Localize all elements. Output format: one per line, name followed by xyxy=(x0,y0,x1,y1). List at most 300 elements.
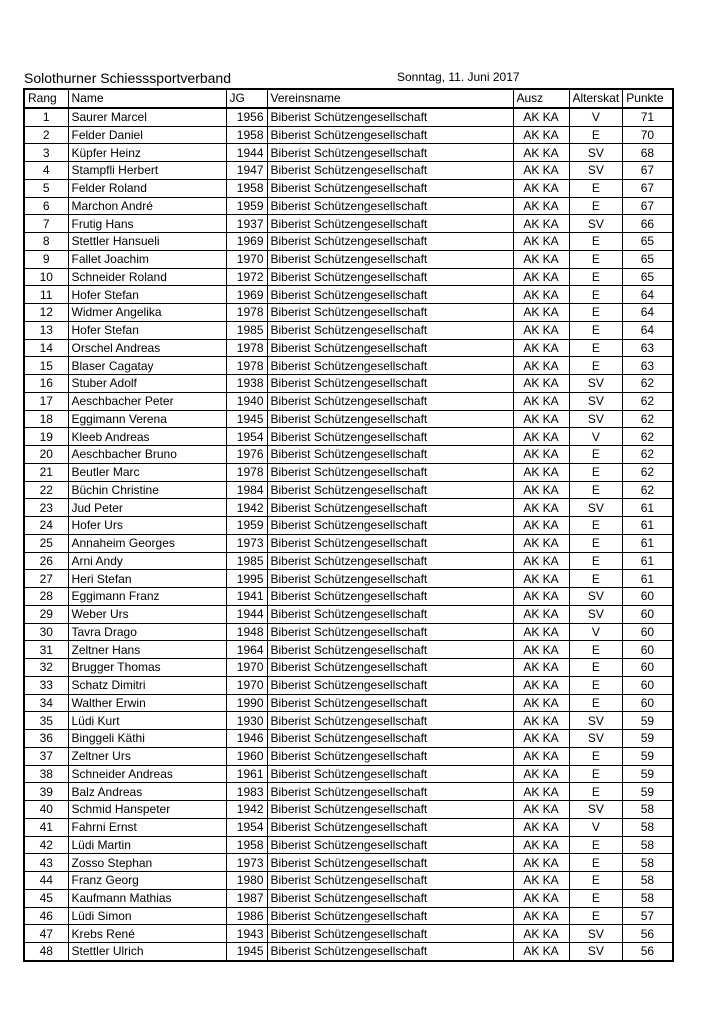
cell-vereinsname: Biberist Schützengesellschaft xyxy=(267,889,513,907)
cell-vereinsname: Biberist Schützengesellschaft xyxy=(267,179,513,197)
table-row xyxy=(24,410,673,428)
cell-name: Fahrni Ernst xyxy=(68,818,226,836)
cell-ausz: AK KA xyxy=(513,818,569,836)
cell-ausz: AK KA xyxy=(513,889,569,907)
cell-rang: 16 xyxy=(24,375,68,393)
table-row xyxy=(24,499,673,517)
cell-alterskat: E xyxy=(569,783,623,801)
table-row xyxy=(24,943,673,961)
cell-vereinsname: Biberist Schützengesellschaft xyxy=(267,286,513,304)
cell-ausz: AK KA xyxy=(513,641,569,659)
cell-name: Kleeb Andreas xyxy=(68,428,226,446)
cell-rang: 3 xyxy=(24,144,68,162)
cell-jg: 1947 xyxy=(226,162,267,180)
cell-punkte: 62 xyxy=(623,463,673,481)
table-row xyxy=(24,765,673,783)
cell-jg: 1954 xyxy=(226,818,267,836)
cell-rang: 28 xyxy=(24,588,68,606)
cell-vereinsname: Biberist Schützengesellschaft xyxy=(267,428,513,446)
cell-jg: 1978 xyxy=(226,463,267,481)
cell-punkte: 56 xyxy=(623,925,673,943)
cell-rang: 18 xyxy=(24,410,68,428)
cell-ausz: AK KA xyxy=(513,304,569,322)
cell-name: Eggimann Franz xyxy=(68,588,226,606)
cell-ausz: AK KA xyxy=(513,783,569,801)
cell-ausz: AK KA xyxy=(513,605,569,623)
cell-rang: 19 xyxy=(24,428,68,446)
cell-rang: 32 xyxy=(24,659,68,677)
cell-rang: 45 xyxy=(24,889,68,907)
cell-punkte: 60 xyxy=(623,694,673,712)
cell-name: Felder Daniel xyxy=(68,126,226,144)
cell-ausz: AK KA xyxy=(513,321,569,339)
table-row xyxy=(24,392,673,410)
table-row xyxy=(24,375,673,393)
cell-vereinsname: Biberist Schützengesellschaft xyxy=(267,552,513,570)
cell-ausz: AK KA xyxy=(513,836,569,854)
cell-vereinsname: Biberist Schützengesellschaft xyxy=(267,694,513,712)
cell-ausz: AK KA xyxy=(513,712,569,730)
cell-jg: 1945 xyxy=(226,943,267,961)
cell-vereinsname: Biberist Schützengesellschaft xyxy=(267,925,513,943)
cell-ausz: AK KA xyxy=(513,268,569,286)
cell-alterskat: E xyxy=(569,250,623,268)
cell-punkte: 60 xyxy=(623,659,673,677)
cell-alterskat: E xyxy=(569,747,623,765)
cell-jg: 1964 xyxy=(226,641,267,659)
cell-punkte: 67 xyxy=(623,197,673,215)
cell-name: Kaufmann Mathias xyxy=(68,889,226,907)
table-row xyxy=(24,659,673,677)
table-row xyxy=(24,304,673,322)
table-row xyxy=(24,162,673,180)
cell-rang: 15 xyxy=(24,357,68,375)
cell-rang: 35 xyxy=(24,712,68,730)
cell-punkte: 60 xyxy=(623,676,673,694)
cell-ausz: AK KA xyxy=(513,108,569,126)
cell-rang: 4 xyxy=(24,162,68,180)
cell-alterskat: E xyxy=(569,659,623,677)
cell-punkte: 58 xyxy=(623,854,673,872)
cell-jg: 1941 xyxy=(226,588,267,606)
cell-alterskat: E xyxy=(569,517,623,535)
cell-rang: 8 xyxy=(24,233,68,251)
table-header-row xyxy=(24,89,673,108)
cell-name: Küpfer Heinz xyxy=(68,144,226,162)
cell-punkte: 71 xyxy=(623,108,673,126)
cell-jg: 1984 xyxy=(226,481,267,499)
cell-name: Zeltner Urs xyxy=(68,747,226,765)
cell-ausz: AK KA xyxy=(513,659,569,677)
cell-jg: 1960 xyxy=(226,747,267,765)
cell-jg: 1942 xyxy=(226,801,267,819)
cell-jg: 1948 xyxy=(226,623,267,641)
cell-ausz: AK KA xyxy=(513,570,569,588)
cell-rang: 12 xyxy=(24,304,68,322)
cell-vereinsname: Biberist Schützengesellschaft xyxy=(267,268,513,286)
cell-alterskat: E xyxy=(569,357,623,375)
cell-punkte: 67 xyxy=(623,162,673,180)
cell-rang: 1 xyxy=(24,108,68,126)
cell-vereinsname: Biberist Schützengesellschaft xyxy=(267,570,513,588)
cell-ausz: AK KA xyxy=(513,339,569,357)
cell-vereinsname: Biberist Schützengesellschaft xyxy=(267,730,513,748)
col-header-vereinsname: Vereinsname xyxy=(267,89,513,108)
cell-rang: 11 xyxy=(24,286,68,304)
cell-alterskat: V xyxy=(569,108,623,126)
cell-jg: 1978 xyxy=(226,304,267,322)
cell-ausz: AK KA xyxy=(513,588,569,606)
cell-name: Orschel Andreas xyxy=(68,339,226,357)
table-row xyxy=(24,836,673,854)
cell-punkte: 66 xyxy=(623,215,673,233)
cell-alterskat: E xyxy=(569,765,623,783)
cell-rang: 40 xyxy=(24,801,68,819)
cell-vereinsname: Biberist Schützengesellschaft xyxy=(267,463,513,481)
table-row xyxy=(24,623,673,641)
cell-alterskat: E xyxy=(569,854,623,872)
cell-ausz: AK KA xyxy=(513,676,569,694)
cell-punkte: 58 xyxy=(623,836,673,854)
cell-alterskat: SV xyxy=(569,801,623,819)
cell-name: Binggeli Käthi xyxy=(68,730,226,748)
table-row xyxy=(24,197,673,215)
table-row xyxy=(24,605,673,623)
cell-name: Beutler Marc xyxy=(68,463,226,481)
cell-vereinsname: Biberist Schützengesellschaft xyxy=(267,304,513,322)
cell-alterskat: E xyxy=(569,339,623,357)
cell-punkte: 63 xyxy=(623,339,673,357)
cell-vereinsname: Biberist Schützengesellschaft xyxy=(267,747,513,765)
table-row xyxy=(24,268,673,286)
cell-punkte: 62 xyxy=(623,446,673,464)
cell-punkte: 60 xyxy=(623,641,673,659)
cell-vereinsname: Biberist Schützengesellschaft xyxy=(267,623,513,641)
cell-rang: 33 xyxy=(24,676,68,694)
cell-name: Tavra Drago xyxy=(68,623,226,641)
cell-alterskat: E xyxy=(569,534,623,552)
cell-ausz: AK KA xyxy=(513,410,569,428)
cell-rang: 20 xyxy=(24,446,68,464)
cell-name: Annaheim Georges xyxy=(68,534,226,552)
cell-ausz: AK KA xyxy=(513,162,569,180)
cell-ausz: AK KA xyxy=(513,499,569,517)
cell-jg: 1958 xyxy=(226,179,267,197)
cell-jg: 1969 xyxy=(226,286,267,304)
cell-punkte: 59 xyxy=(623,747,673,765)
table-row xyxy=(24,250,673,268)
cell-punkte: 60 xyxy=(623,605,673,623)
cell-jg: 1985 xyxy=(226,552,267,570)
cell-ausz: AK KA xyxy=(513,854,569,872)
cell-punkte: 58 xyxy=(623,818,673,836)
cell-jg: 1973 xyxy=(226,854,267,872)
cell-rang: 30 xyxy=(24,623,68,641)
cell-jg: 1973 xyxy=(226,534,267,552)
table-row xyxy=(24,517,673,535)
cell-ausz: AK KA xyxy=(513,392,569,410)
cell-jg: 1945 xyxy=(226,410,267,428)
cell-alterskat: V xyxy=(569,428,623,446)
cell-rang: 24 xyxy=(24,517,68,535)
cell-ausz: AK KA xyxy=(513,943,569,961)
cell-punkte: 65 xyxy=(623,250,673,268)
cell-jg: 1956 xyxy=(226,108,267,126)
results-table xyxy=(23,88,674,962)
cell-jg: 1946 xyxy=(226,730,267,748)
cell-alterskat: E xyxy=(569,872,623,890)
cell-punkte: 58 xyxy=(623,889,673,907)
cell-rang: 27 xyxy=(24,570,68,588)
cell-name: Stettler Ulrich xyxy=(68,943,226,961)
cell-vereinsname: Biberist Schützengesellschaft xyxy=(267,712,513,730)
cell-rang: 43 xyxy=(24,854,68,872)
cell-punkte: 58 xyxy=(623,872,673,890)
cell-rang: 5 xyxy=(24,179,68,197)
cell-name: Hofer Stefan xyxy=(68,286,226,304)
cell-vereinsname: Biberist Schützengesellschaft xyxy=(267,836,513,854)
table-row xyxy=(24,818,673,836)
cell-rang: 7 xyxy=(24,215,68,233)
cell-jg: 1990 xyxy=(226,694,267,712)
cell-name: Lüdi Martin xyxy=(68,836,226,854)
cell-punkte: 64 xyxy=(623,286,673,304)
cell-vereinsname: Biberist Schützengesellschaft xyxy=(267,783,513,801)
cell-jg: 1961 xyxy=(226,765,267,783)
cell-ausz: AK KA xyxy=(513,801,569,819)
table-row xyxy=(24,730,673,748)
cell-alterskat: E xyxy=(569,552,623,570)
cell-alterskat: E xyxy=(569,889,623,907)
cell-rang: 9 xyxy=(24,250,68,268)
cell-rang: 37 xyxy=(24,747,68,765)
cell-alterskat: SV xyxy=(569,730,623,748)
table-row xyxy=(24,783,673,801)
cell-ausz: AK KA xyxy=(513,215,569,233)
cell-rang: 26 xyxy=(24,552,68,570)
cell-rang: 34 xyxy=(24,694,68,712)
cell-rang: 25 xyxy=(24,534,68,552)
cell-jg: 1940 xyxy=(226,392,267,410)
cell-alterskat: SV xyxy=(569,410,623,428)
cell-rang: 47 xyxy=(24,925,68,943)
cell-alterskat: E xyxy=(569,641,623,659)
cell-ausz: AK KA xyxy=(513,250,569,268)
cell-alterskat: SV xyxy=(569,712,623,730)
cell-alterskat: SV xyxy=(569,392,623,410)
cell-jg: 1970 xyxy=(226,659,267,677)
cell-name: Brugger Thomas xyxy=(68,659,226,677)
cell-ausz: AK KA xyxy=(513,534,569,552)
cell-alterskat: V xyxy=(569,623,623,641)
cell-alterskat: SV xyxy=(569,144,623,162)
cell-jg: 1985 xyxy=(226,321,267,339)
table-row xyxy=(24,925,673,943)
cell-punkte: 59 xyxy=(623,712,673,730)
cell-punkte: 61 xyxy=(623,570,673,588)
cell-jg: 1944 xyxy=(226,605,267,623)
cell-alterskat: E xyxy=(569,570,623,588)
cell-ausz: AK KA xyxy=(513,765,569,783)
cell-punkte: 58 xyxy=(623,801,673,819)
table-row xyxy=(24,339,673,357)
cell-punkte: 59 xyxy=(623,765,673,783)
table-row xyxy=(24,801,673,819)
table-row xyxy=(24,552,673,570)
cell-alterskat: E xyxy=(569,481,623,499)
table-row xyxy=(24,286,673,304)
cell-alterskat: SV xyxy=(569,162,623,180)
event-date: Sonntag, 11. Juni 2017 xyxy=(397,70,520,84)
cell-rang: 36 xyxy=(24,730,68,748)
cell-ausz: AK KA xyxy=(513,375,569,393)
cell-alterskat: E xyxy=(569,463,623,481)
cell-jg: 1986 xyxy=(226,907,267,925)
cell-alterskat: E xyxy=(569,286,623,304)
cell-ausz: AK KA xyxy=(513,552,569,570)
cell-rang: 38 xyxy=(24,765,68,783)
cell-ausz: AK KA xyxy=(513,623,569,641)
cell-name: Lüdi Simon xyxy=(68,907,226,925)
cell-name: Schmid Hanspeter xyxy=(68,801,226,819)
table-row xyxy=(24,712,673,730)
cell-name: Stampfli Herbert xyxy=(68,162,226,180)
cell-name: Hofer Stefan xyxy=(68,321,226,339)
table-row xyxy=(24,144,673,162)
cell-vereinsname: Biberist Schützengesellschaft xyxy=(267,321,513,339)
col-header-alterskat: Alterskat xyxy=(569,89,623,108)
cell-alterskat: E xyxy=(569,676,623,694)
table-row xyxy=(24,215,673,233)
cell-punkte: 65 xyxy=(623,233,673,251)
cell-alterskat: SV xyxy=(569,925,623,943)
cell-punkte: 70 xyxy=(623,126,673,144)
cell-name: Zosso Stephan xyxy=(68,854,226,872)
table-row xyxy=(24,570,673,588)
cell-jg: 1942 xyxy=(226,499,267,517)
table-row xyxy=(24,428,673,446)
cell-ausz: AK KA xyxy=(513,907,569,925)
cell-vereinsname: Biberist Schützengesellschaft xyxy=(267,481,513,499)
cell-vereinsname: Biberist Schützengesellschaft xyxy=(267,162,513,180)
cell-vereinsname: Biberist Schützengesellschaft xyxy=(267,534,513,552)
table-row xyxy=(24,747,673,765)
table-row xyxy=(24,534,673,552)
cell-vereinsname: Biberist Schützengesellschaft xyxy=(267,357,513,375)
cell-punkte: 61 xyxy=(623,534,673,552)
cell-rang: 14 xyxy=(24,339,68,357)
cell-rang: 41 xyxy=(24,818,68,836)
cell-punkte: 62 xyxy=(623,375,673,393)
cell-vereinsname: Biberist Schützengesellschaft xyxy=(267,765,513,783)
table-row xyxy=(24,481,673,499)
cell-vereinsname: Biberist Schützengesellschaft xyxy=(267,250,513,268)
cell-jg: 1944 xyxy=(226,144,267,162)
cell-punkte: 56 xyxy=(623,943,673,961)
cell-alterskat: E xyxy=(569,446,623,464)
cell-alterskat: SV xyxy=(569,375,623,393)
cell-name: Saurer Marcel xyxy=(68,108,226,126)
cell-vereinsname: Biberist Schützengesellschaft xyxy=(267,197,513,215)
col-header-jg: JG xyxy=(226,89,267,108)
cell-ausz: AK KA xyxy=(513,747,569,765)
cell-ausz: AK KA xyxy=(513,197,569,215)
table-row xyxy=(24,907,673,925)
table-row xyxy=(24,357,673,375)
cell-punkte: 61 xyxy=(623,499,673,517)
cell-rang: 10 xyxy=(24,268,68,286)
cell-ausz: AK KA xyxy=(513,463,569,481)
cell-jg: 1980 xyxy=(226,872,267,890)
cell-name: Marchon André xyxy=(68,197,226,215)
cell-jg: 1970 xyxy=(226,250,267,268)
cell-name: Hofer Urs xyxy=(68,517,226,535)
cell-vereinsname: Biberist Schützengesellschaft xyxy=(267,392,513,410)
cell-alterskat: SV xyxy=(569,588,623,606)
cell-vereinsname: Biberist Schützengesellschaft xyxy=(267,375,513,393)
table-row xyxy=(24,872,673,890)
cell-name: Aeschbacher Peter xyxy=(68,392,226,410)
cell-alterskat: E xyxy=(569,179,623,197)
cell-vereinsname: Biberist Schützengesellschaft xyxy=(267,144,513,162)
cell-punkte: 60 xyxy=(623,588,673,606)
cell-punkte: 63 xyxy=(623,357,673,375)
cell-jg: 1943 xyxy=(226,925,267,943)
cell-ausz: AK KA xyxy=(513,286,569,304)
cell-punkte: 62 xyxy=(623,392,673,410)
cell-punkte: 67 xyxy=(623,179,673,197)
cell-vereinsname: Biberist Schützengesellschaft xyxy=(267,641,513,659)
cell-rang: 23 xyxy=(24,499,68,517)
cell-name: Stettler Hansueli xyxy=(68,233,226,251)
cell-alterskat: SV xyxy=(569,605,623,623)
cell-vereinsname: Biberist Schützengesellschaft xyxy=(267,499,513,517)
table-row xyxy=(24,446,673,464)
cell-vereinsname: Biberist Schützengesellschaft xyxy=(267,215,513,233)
cell-name: Lüdi Kurt xyxy=(68,712,226,730)
cell-punkte: 65 xyxy=(623,268,673,286)
cell-alterskat: E xyxy=(569,197,623,215)
cell-punkte: 64 xyxy=(623,304,673,322)
cell-vereinsname: Biberist Schützengesellschaft xyxy=(267,446,513,464)
cell-ausz: AK KA xyxy=(513,144,569,162)
table-row xyxy=(24,179,673,197)
cell-rang: 13 xyxy=(24,321,68,339)
cell-alterskat: SV xyxy=(569,499,623,517)
cell-ausz: AK KA xyxy=(513,357,569,375)
cell-alterskat: E xyxy=(569,126,623,144)
cell-ausz: AK KA xyxy=(513,126,569,144)
cell-name: Arni Andy xyxy=(68,552,226,570)
cell-punkte: 59 xyxy=(623,783,673,801)
cell-vereinsname: Biberist Schützengesellschaft xyxy=(267,801,513,819)
cell-rang: 31 xyxy=(24,641,68,659)
table-row xyxy=(24,889,673,907)
cell-vereinsname: Biberist Schützengesellschaft xyxy=(267,108,513,126)
cell-ausz: AK KA xyxy=(513,233,569,251)
cell-alterskat: SV xyxy=(569,943,623,961)
cell-alterskat: V xyxy=(569,818,623,836)
cell-name: Blaser Cagatay xyxy=(68,357,226,375)
cell-vereinsname: Biberist Schützengesellschaft xyxy=(267,659,513,677)
cell-ausz: AK KA xyxy=(513,481,569,499)
cell-vereinsname: Biberist Schützengesellschaft xyxy=(267,854,513,872)
cell-rang: 29 xyxy=(24,605,68,623)
cell-name: Walther Erwin xyxy=(68,694,226,712)
cell-name: Heri Stefan xyxy=(68,570,226,588)
cell-jg: 1978 xyxy=(226,357,267,375)
cell-jg: 1970 xyxy=(226,676,267,694)
